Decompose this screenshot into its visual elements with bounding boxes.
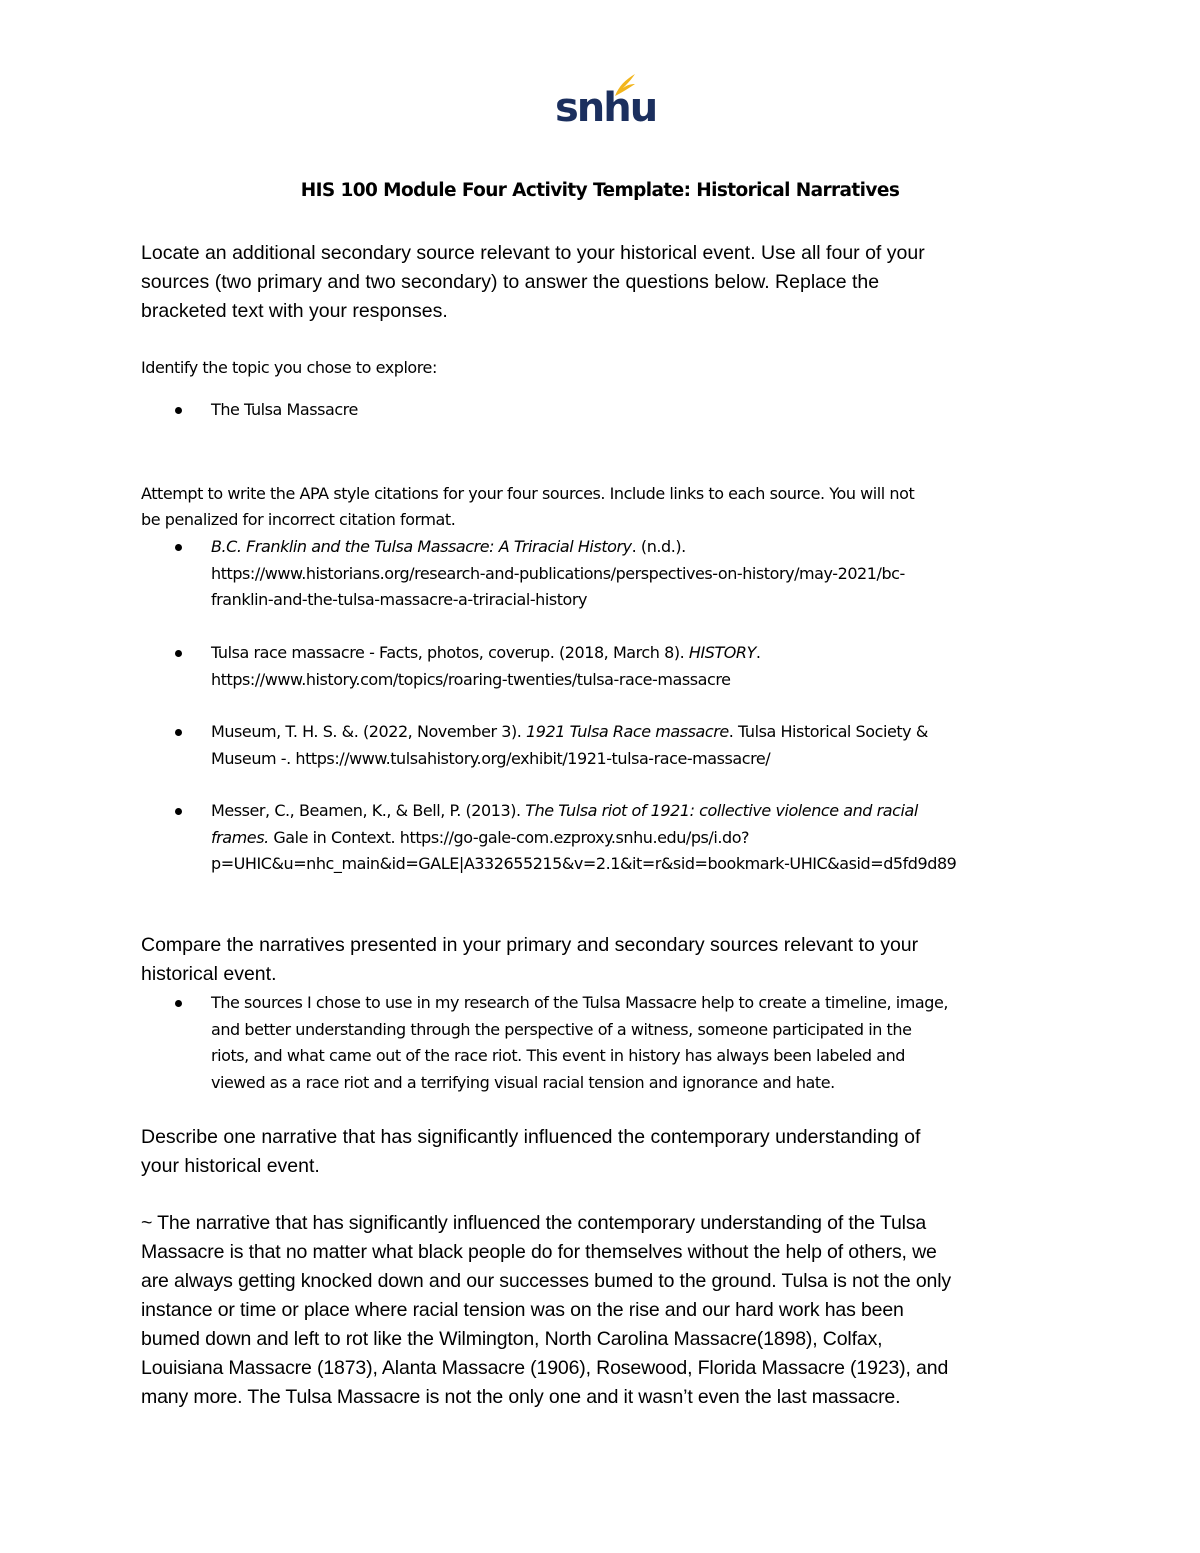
describe-prompt-line: your historical event. <box>141 1155 320 1177</box>
citation-title: 1921 Tulsa Race massacre <box>526 722 729 741</box>
topic-prompt <box>141 355 1071 381</box>
bullet-icon <box>175 1000 182 1007</box>
compare-answer-line: and better understanding through the perspective of a witness, someone participated in the <box>211 1019 912 1039</box>
describe-answer-line: Louisiana Massacre (1873), Alanta Massacre (1906), Rosewood, Florida Massacre (1923), and <box>141 1357 949 1379</box>
topic-answer-text: The Tulsa Massacre <box>211 400 358 419</box>
citation-meta: . Tulsa Historical Society & <box>728 722 928 741</box>
compare-prompt <box>141 931 1071 989</box>
citation-link[interactable]: https://www.history.com/topics/roaring-twenties/tulsa-race-massacre <box>211 669 731 689</box>
citation-meta: Tulsa race massacre - Facts, photos, coverup. (2018, March 8). <box>211 643 689 662</box>
describe-answer-line: many more. The Tulsa Massacre is not the only one and it wasn’t even the last massacre. <box>141 1386 901 1408</box>
citation-line <box>211 640 1071 667</box>
compare-prompt-line: Compare the narratives presented in your primary and secondary sources relevant to your <box>141 934 919 956</box>
logo-wordmark: snhu <box>555 85 657 131</box>
citation-title: B.C. Franklin and the Tulsa Massacre: A Triracial History <box>211 537 632 556</box>
describe-prompt <box>141 1123 1071 1181</box>
bullet-icon <box>175 407 182 414</box>
topic-answer-item <box>141 397 1071 424</box>
topic-prompt-text: Identify the topic you chose to explore: <box>141 358 437 377</box>
describe-answer-line: Massacre is that no matter what black people do for themselves without the help of others, we <box>141 1241 937 1263</box>
describe-answer-line: are always getting knocked down and our successes bumed to the ground. Tulsa is not the only <box>141 1270 952 1292</box>
citation-meta: Museum, T. H. S. &. (2022, November 3). <box>211 722 527 741</box>
citation-line <box>211 825 1071 852</box>
describe-answer-line: ~ The narrative that has significantly influenced the contemporary understanding of the Tulsa <box>141 1212 927 1234</box>
citation-item <box>141 798 1071 878</box>
describe-answer <box>141 1209 1081 1412</box>
compare-answer-line: riots, and what came out of the race riot. This event in history has always been labeled and <box>211 1046 905 1065</box>
intro-paragraph <box>141 239 1071 326</box>
describe-answer-line: bumed down and left to rot like the Wilmington, North Carolina Massacre(1898), Colfax, <box>141 1328 883 1350</box>
citations-prompt-line: Attempt to write the APA style citations for your four sources. Include links to each source. You will not <box>141 484 915 503</box>
citation-meta: . (n.d.). <box>631 537 686 556</box>
citation-line <box>211 798 1071 825</box>
compare-answer-item <box>141 990 1071 1096</box>
citation-line <box>211 719 1071 746</box>
citations-prompt-line: be penalized for incorrect citation format. <box>141 510 456 529</box>
bullet-icon <box>175 650 182 657</box>
citations-prompt <box>141 481 1071 533</box>
compare-answer-line: The sources I chose to use in my research of the Tulsa Massacre help to create a timeline, image, <box>211 993 948 1012</box>
describe-answer-line: instance or time or place where racial tension was on the rise and our hard work has been <box>141 1299 904 1321</box>
citation-item <box>141 719 1071 772</box>
citation-item <box>141 640 1071 693</box>
citation-title: The Tulsa riot of 1921: collective violence and racial <box>525 801 918 820</box>
page-title: HIS 100 Module Four Activity Template: Historical Narratives <box>300 180 900 201</box>
compare-prompt-line: historical event. <box>141 963 277 985</box>
citation-meta: . <box>755 643 761 662</box>
intro-line: sources (two primary and two secondary) to answer the questions below. Replace the <box>141 271 880 293</box>
citation-link[interactable]: https://www.historians.org/research-and-publications/perspectives-on-history/may-2021/bc- <box>211 563 905 583</box>
citation-line <box>211 534 1071 561</box>
citation-meta: Messer, C., Beamen, K., & Bell, P. (2013). <box>211 801 526 820</box>
intro-line: Locate an additional secondary source relevant to your historical event. Use all four of your <box>141 242 925 264</box>
bullet-icon <box>175 808 182 815</box>
citation-link[interactable]: p=UHIC&u=nhc_main&id=GALE|A332655215&v=2.1&it=r&sid=bookmark-UHIC&asid=d5fd9d89 <box>211 854 957 873</box>
snhu-logo <box>555 72 657 134</box>
intro-line: bracketed text with your responses. <box>141 300 448 322</box>
citation-title: frames. <box>211 827 269 847</box>
citation-link[interactable]: Museum -. https://www.tulsahistory.org/exhibit/1921-tulsa-race-massacre/ <box>211 748 771 768</box>
describe-prompt-line: Describe one narrative that has significantly influenced the contemporary understanding of <box>141 1126 921 1148</box>
citation-meta: Gale in Context. https://go-gale-com.ezproxy.snhu.edu/ps/i.do? <box>268 827 750 847</box>
bullet-icon <box>175 729 182 736</box>
compare-answer-line: viewed as a race riot and a terrifying visual racial tension and ignorance and hate. <box>211 1072 835 1092</box>
bullet-icon <box>175 544 182 551</box>
citation-link[interactable]: franklin-and-the-tulsa-massacre-a-triracial-history <box>211 590 588 609</box>
flame-icon <box>611 72 637 98</box>
citation-item <box>141 534 1071 614</box>
citation-title: HISTORY <box>688 643 756 662</box>
